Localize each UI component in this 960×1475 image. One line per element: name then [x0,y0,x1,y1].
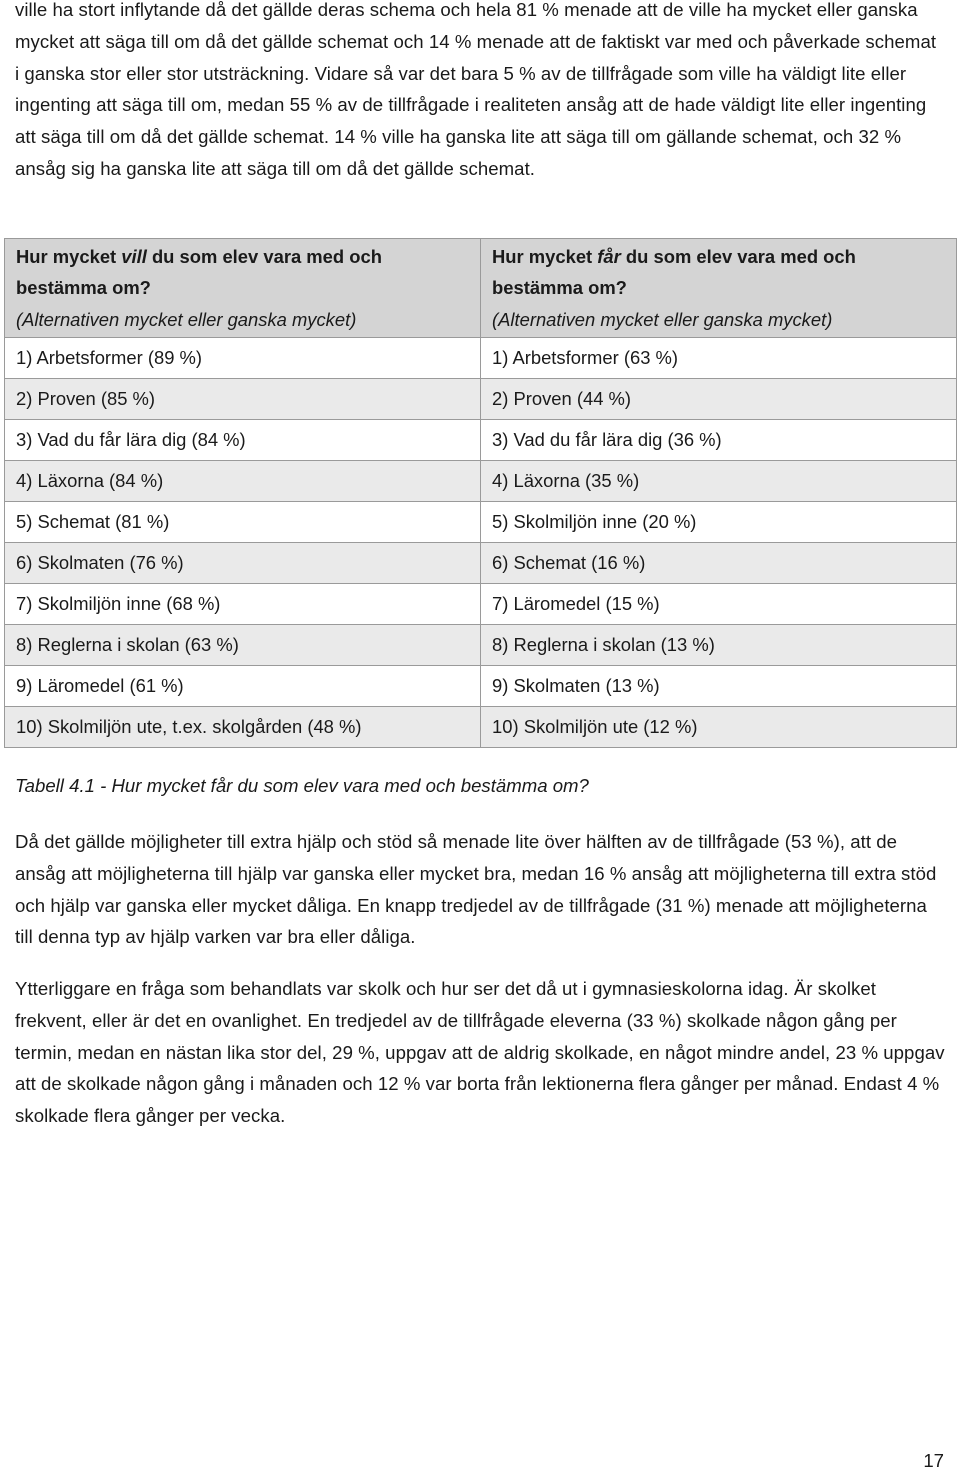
intro-text-part-2: Vidare så var det bara 5 % av de tillfrågade som ville ha väldigt lite eller ingenting att säga till om, medan 55 % av de tillfrågade i realiteten ansåg att de hade väldigt lite eller ingenting att säga till om då det gällde schemat. 14 % ville ha ganska lite att säga till om gällande schemat, och 32 % ansåg sig ha ganska lite att säga till om då det gällde schemat. [15,62,927,179]
cell-left: 6) Skolmaten (76 %) [5,543,481,584]
cell-right: 9) Skolmaten (13 %) [481,666,957,707]
cell-left: 10) Skolmiljön ute, t.ex. skolgården (48 %) [5,707,481,748]
survey-table [4,238,957,748]
cell-right: 10) Skolmiljön ute (12 %) [481,707,957,748]
cell-left: 2) Proven (85 %) [5,379,481,420]
intro-text-part-1: ville ha stort inflytande då det gällde deras schema och hela 81 % menade att de ville ha mycket eller ganska mycket att säga till om då det gällde schemat och 14 % menade att de faktiskt var med och påverkade schemat i ganska stor eller stor utsträckning. [15,0,937,84]
page-number: 17 [923,1450,944,1471]
intro-paragraph [15,0,945,185]
cell-right: 3) Vad du får lära dig (36 %) [481,420,957,461]
table-row [5,625,957,666]
cell-left: 1) Arbetsformer (89 %) [5,338,481,379]
cell-right: 6) Schemat (16 %) [481,543,957,584]
table-row [5,379,957,420]
left-header-note: (Alternativen mycket eller ganska mycket) [16,308,357,330]
help-paragraph: Då det gällde möjligheter till extra hjälp och stöd så menade lite över hälften av de tillfrågade (53 %), att de ansåg att möjligheterna till hjälp var ganska eller mycket bra, medan 16 % ansåg att möjligheterna till extra stöd och hjälp var ganska eller mycket dåliga. En knapp tredjedel av de tillfrågade (31 %) menade att möjligheterna till denna typ av hjälp varken var bra eller dåliga. [15,831,937,948]
cell-left: 9) Läromedel (61 %) [5,666,481,707]
cell-left: 5) Schemat (81 %) [5,502,481,543]
table-row [5,502,957,543]
table-row [5,338,957,379]
cell-right: 2) Proven (44 %) [481,379,957,420]
table-row [5,666,957,707]
cell-right: 4) Läxorna (35 %) [481,461,957,502]
cell-right: 1) Arbetsformer (63 %) [481,338,957,379]
cell-right: 5) Skolmiljön inne (20 %) [481,502,957,543]
cell-left: 4) Läxorna (84 %) [5,461,481,502]
left-header-title: Hur mycket vill du som elev vara med och bestämma om? [16,245,382,299]
truancy-paragraph: Ytterliggare en fråga som behandlats var skolk och hur ser det då ut i gymnasieskolorna idag. Är skolket frekvent, eller är det en ovanlighet. En tredjedel av de tillfrågade eleverna (33 %) skolkade någon gång per termin, medan en nästan lika stor del, 29 %, uppgav att de aldrig skolkade, en något mindre andel, 23 % uppgav att de skolkade någon gång i månaden och 12 % var borta från lektionerna flera gånger per månad. Endast 4 % skolkade flera gånger per vecka. [15,978,945,1127]
right-header-note: (Alternativen mycket eller ganska mycket) [492,308,833,330]
table-row [5,543,957,584]
table-row [5,461,957,502]
cell-right: 8) Reglerna i skolan (13 %) [481,625,957,666]
cell-left: 8) Reglerna i skolan (63 %) [5,625,481,666]
left-column-header [5,239,481,338]
table-header-row [5,239,957,338]
table-row [5,420,957,461]
cell-left: 7) Skolmiljön inne (68 %) [5,584,481,625]
right-column-header [481,239,957,338]
table-row [5,707,957,748]
cell-left: 3) Vad du får lära dig (84 %) [5,420,481,461]
cell-right: 7) Läromedel (15 %) [481,584,957,625]
right-header-title: Hur mycket får du som elev vara med och bestämma om? [492,245,856,299]
table-row [5,584,957,625]
table-caption: Tabell 4.1 - Hur mycket får du som elev vara med och bestämma om? [15,775,589,796]
